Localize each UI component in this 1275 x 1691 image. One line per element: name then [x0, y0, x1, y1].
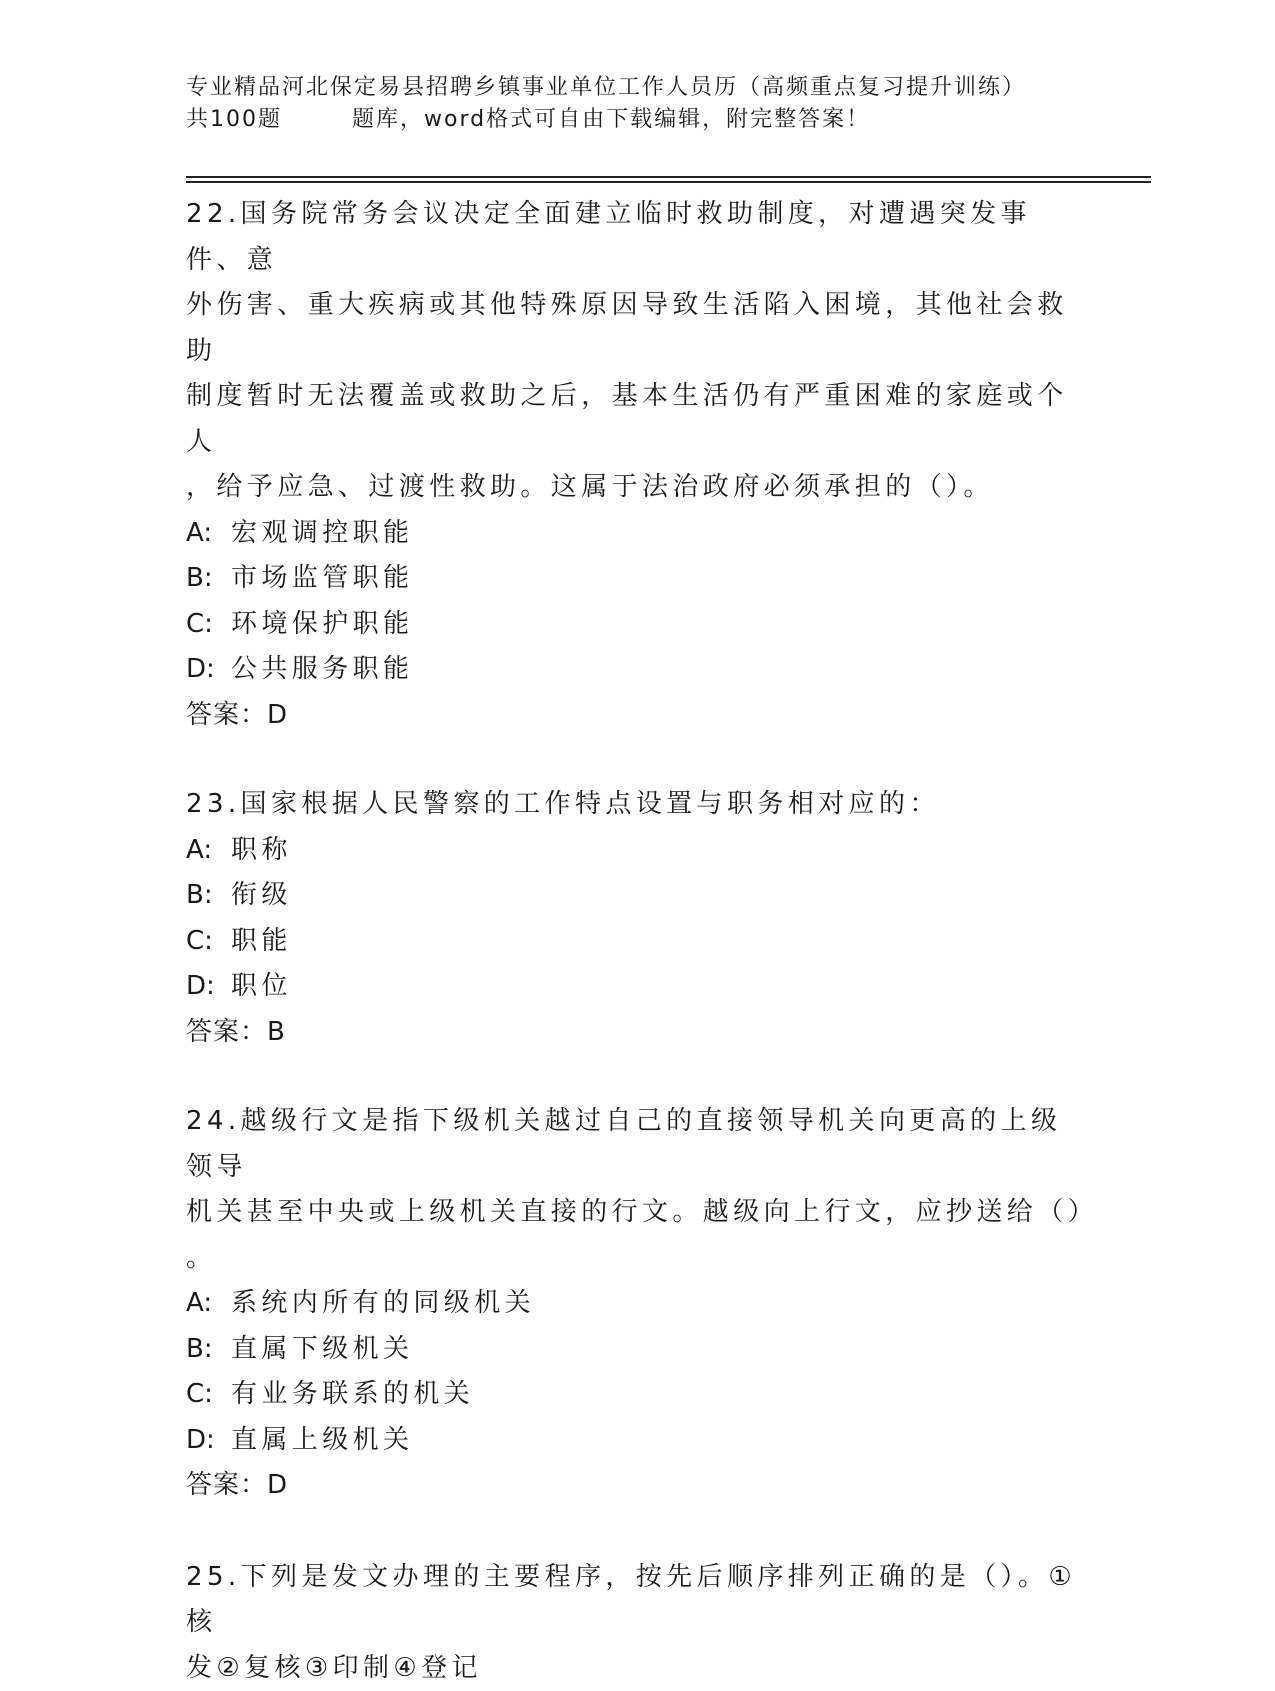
question-text-line: 23.国家根据人民警察的工作特点设置与职务相对应的： — [186, 782, 1086, 828]
question-text-line: 25.下列是发文办理的主要程序，按先后顺序排列正确的是（）。①核 — [186, 1555, 1086, 1646]
header-divider-top — [186, 176, 1151, 178]
question-text-line: 。 — [186, 1236, 1086, 1282]
document-header — [186, 72, 1146, 136]
option-b: B: 市场监管职能 — [186, 556, 1086, 602]
option-a: A: 系统内所有的同级机关 — [186, 1281, 1086, 1327]
question-count: 共100题 — [186, 107, 282, 132]
questions-container — [186, 192, 1086, 1691]
header-divider-bottom — [186, 181, 1151, 183]
option-b: B: 直属下级机关 — [186, 1327, 1086, 1373]
header-subtitle-line — [186, 104, 1146, 136]
question-text-line: 24.越级行文是指下级机关越过自己的直接领导机关向更高的上级领导 — [186, 1099, 1086, 1190]
option-b: B: 衔级 — [186, 873, 1086, 919]
question-text-line: 制度暂时无法覆盖或救助之后，基本生活仍有严重困难的家庭或个人 — [186, 374, 1086, 465]
answer-line: 答案：B — [186, 1010, 1086, 1056]
option-c: C: 职能 — [186, 919, 1086, 965]
question-24 — [186, 1099, 1086, 1509]
question-text-line: 机关甚至中央或上级机关直接的行文。越级向上行文，应抄送给（） — [186, 1190, 1086, 1236]
question-text-line: 外伤害、重大疾病或其他特殊原因导致生活陷入困境，其他社会救助 — [186, 283, 1086, 374]
option-d: D: 直属上级机关 — [186, 1418, 1086, 1464]
question-22 — [186, 192, 1086, 738]
question-spacer — [186, 1509, 1086, 1555]
option-a: A: 宏观调控职能 — [186, 511, 1086, 557]
answer-line: 答案：D — [186, 693, 1086, 739]
answer-line: 答案：D — [186, 1463, 1086, 1509]
question-text-line: 发②复核③印制④登记 — [186, 1646, 1086, 1691]
header-description: 题库，word格式可自由下载编辑，附完整答案！ — [352, 107, 870, 132]
question-text-line: 22.国务院常务会议决定全面建立临时救助制度，对遭遇突发事件、意 — [186, 192, 1086, 283]
question-text-line: ，给予应急、过渡性救助。这属于法治政府必须承担的（）。 — [186, 465, 1086, 511]
question-spacer — [186, 738, 1086, 782]
option-a: A: 职称 — [186, 828, 1086, 874]
header-title-line: 专业精品河北保定易县招聘乡镇事业单位工作人员历（高频重点复习提升训练） — [186, 72, 1146, 104]
option-c: C: 有业务联系的机关 — [186, 1372, 1086, 1418]
option-c: C: 环境保护职能 — [186, 602, 1086, 648]
question-25 — [186, 1555, 1086, 1691]
option-d: D: 公共服务职能 — [186, 647, 1086, 693]
option-d: D: 职位 — [186, 964, 1086, 1010]
question-spacer — [186, 1055, 1086, 1099]
question-23 — [186, 782, 1086, 1055]
